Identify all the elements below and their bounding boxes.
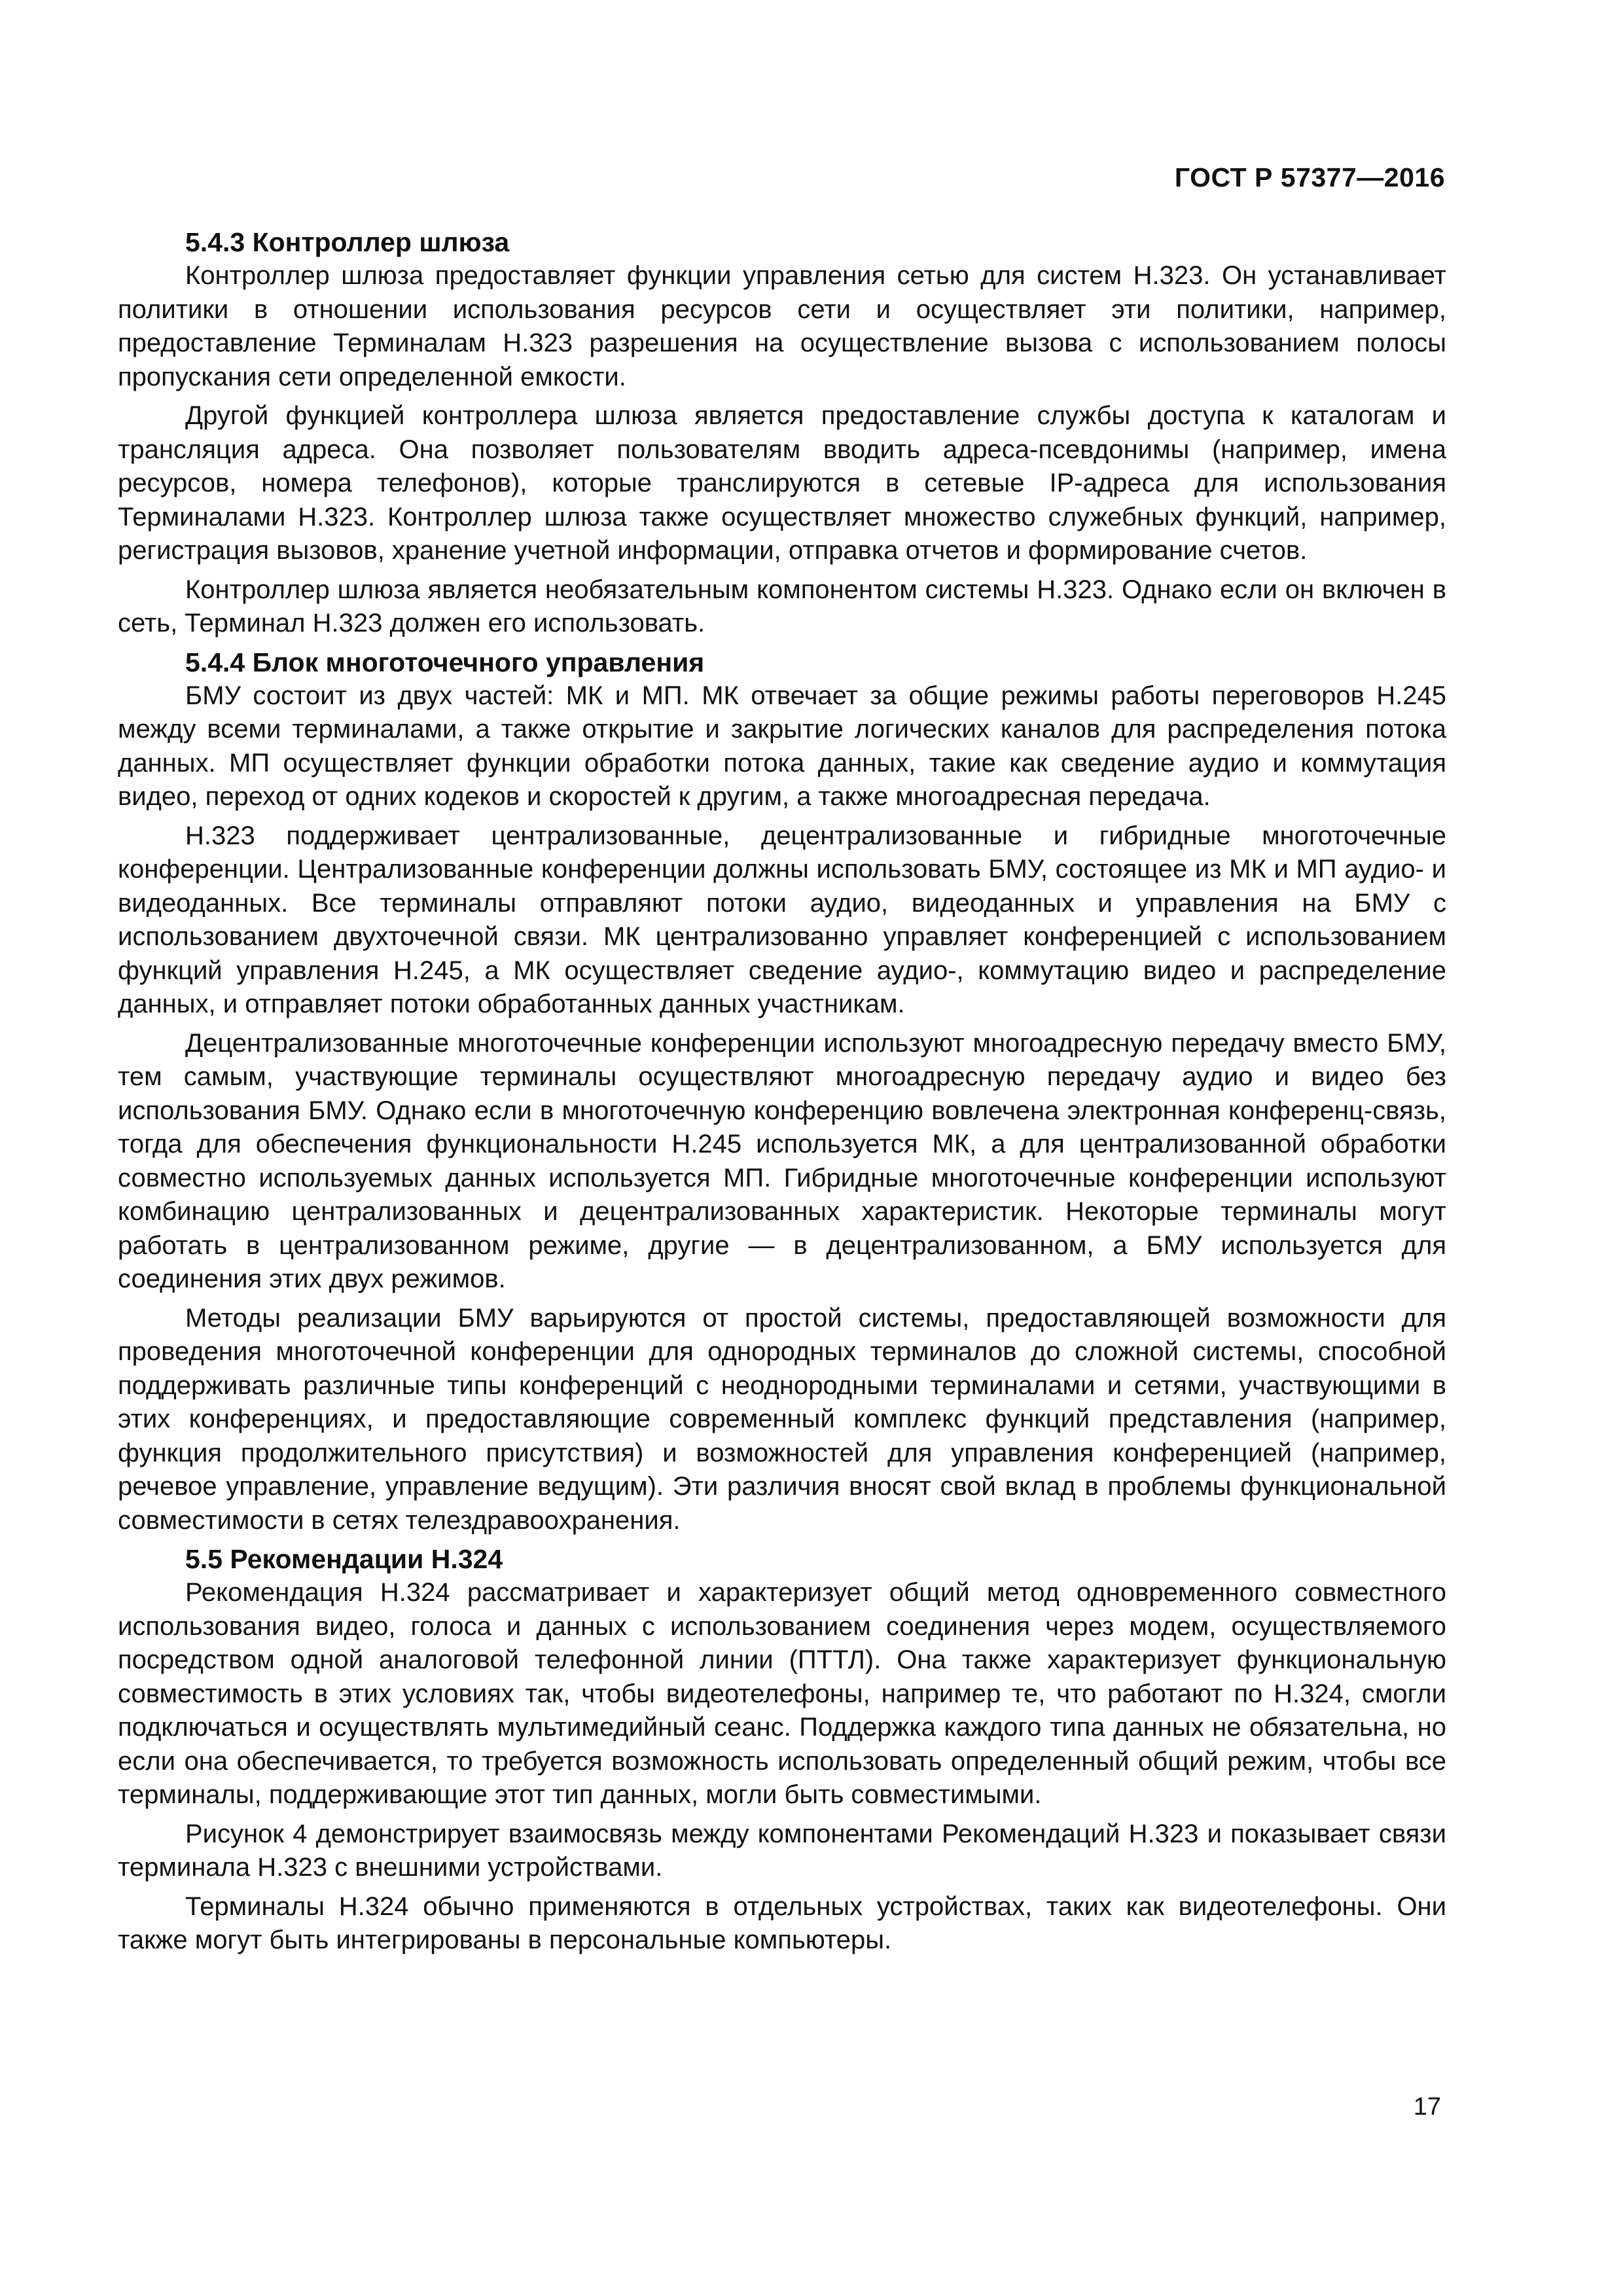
- section-5-4-4: [118, 646, 1446, 1538]
- section-5-4-3: [118, 226, 1446, 641]
- paragraph: Методы реализации БМУ варьируются от простой системы, предоставляющей возможности для проведения многоточечной конференции для однородных терминалов до сложной системы, способной поддерживать различные типы конференций с неоднородными терминалами и сетями, участвующими в этих конференциях, и предоставляющие современный комплекс функций представления (например, функция продолжительного присутствия) и возможностей для управления конференцией (например, речевое управление, управление ведущим). Эти различия вносят свой вклад в проблемы функциональной совместимости в сетях телездравоохранения.: [118, 1303, 1446, 1535]
- section-5-5: [118, 1543, 1446, 1958]
- paragraph: Децентрализованные многоточечные конференции используют многоадресную передачу вместо БМУ, тем самым, участвующие терминалы осуществляют многоадресную передачу аудио и видео без использования БМУ. Однако если в многоточечную конференцию вовлечена электронная конференц-связь, тогда для обеспечения функциональности H.245 используется МК, а для централизованной обработки совместно используемых данных используется МП. Гибридные многоточечные конференции используют комбинацию централизованных и децентрализованных характеристик. Некоторые терминалы могут работать в централизованном режиме, другие — в децентрализованном, а БМУ используется для соединения этих двух режимов.: [118, 1028, 1446, 1293]
- section-heading: 5.4.3 Контроллер шлюза: [185, 227, 510, 257]
- paragraph: H.323 поддерживает централизованные, децентрализованные и гибридные многоточечные конференции. Централизованные конференции должны использовать БМУ, состоящее из МК и МП аудио- и видеоданных. Все терминалы отправляют потоки аудио, видеоданных и управления на БМУ с использованием двухточечной связи. МК централизованно управляет конференцией с использованием функций управления H.245, а МК осуществляет сведение аудио-, коммутацию видео и распределение данных, и отправляет потоки обработанных данных участникам.: [118, 821, 1446, 1018]
- paragraph: Рисунок 4 демонстрирует взаимосвязь между компонентами Рекомендаций H.323 и показывает связи терминала H.323 с внешними устройствами.: [118, 1819, 1446, 1882]
- paragraph: Рекомендация H.324 рассматривает и характеризует общий метод одновременного совместного использования видео, голоса и данных с использованием соединения через модем, осуществляемого посредством одной аналоговой телефонной линии (ПТТЛ). Она также характеризует функциональную совместимость в этих условиях так, чтобы видеотелефоны, например те, что работают по H.324, смогли подключаться и осуществлять мультимедийный сеанс. Поддержка каждого типа данных не обязательна, но если она обеспечивается, то требуется возможность использовать определенный общий режим, чтобы все терминалы, поддерживающие этот тип данных, могли быть совместимыми.: [118, 1578, 1446, 1809]
- document-header: ГОСТ Р 57377—2016: [1174, 162, 1445, 192]
- section-heading: 5.5 Рекомендации H.324: [185, 1544, 503, 1574]
- section-heading: 5.4.4 Блок многоточечного управления: [185, 647, 705, 677]
- paragraph: Терминалы H.324 обычно применяются в отдельных устройствах, таких как видеотелефоны. Они также могут быть интегрированы в персональные компьютеры.: [118, 1892, 1446, 1954]
- paragraph: Другой функцией контроллера шлюза является предоставление службы доступа к каталогам и трансляция адреса. Она позволяет пользователям вводить адреса-псевдонимы (например, имена ресурсов, номера телефонов), которые транслируются в сетевые IP-адреса для использования Терминалами H.323. Контроллер шлюза также осуществляет множество служебных функций, например, регистрация вызовов, хранение учетной информации, отправка отчетов и формирование счетов.: [118, 401, 1446, 565]
- document-body: [118, 226, 1446, 1963]
- paragraph: Контроллер шлюза предоставляет функции управления сетью для систем H.323. Он устанавливает политики в отношении использования ресурсов сети и осуществляет эти политики, например, предоставление Терминалам H.323 разрешения на осуществление вызова с использованием полосы пропускания сети определенной емкости.: [118, 261, 1446, 391]
- paragraph: БМУ состоит из двух частей: МК и МП. МК отвечает за общие режимы работы переговоров H.245 между всеми терминалами, а также открытие и закрытие логических каналов для распределения потока данных. МП осуществляет функции обработки потока данных, такие как сведение аудио и коммутация видео, переход от одних кодеков и скоростей к другим, а также многоадресная передача.: [118, 681, 1446, 811]
- paragraph: Контроллер шлюза является необязательным компонентом системы H.323. Однако если он включен в сеть, Терминал H.323 должен его использовать.: [118, 575, 1446, 637]
- page-number: 17: [1413, 2093, 1441, 2121]
